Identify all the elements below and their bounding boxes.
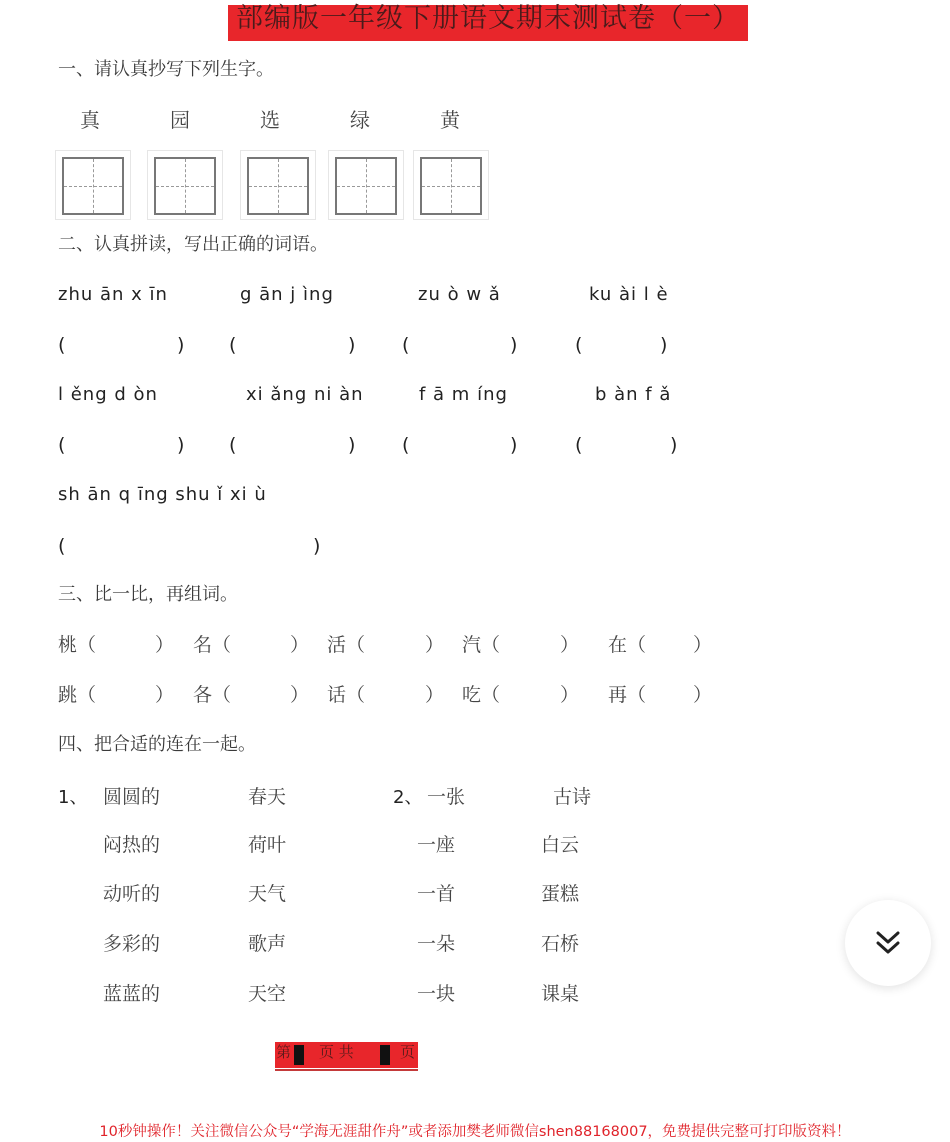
compare-close: ） [290, 684, 310, 706]
answer-paren-open: ( [402, 334, 410, 356]
match-left-item: 一张 [427, 786, 466, 808]
promo-banner: 10秒钟操作！关注微信公众号“学海无涯甜作舟”或者添加樊老师微信shen88168007，免费提供完整可打印版资料！ [99, 1124, 851, 1140]
answer-paren-close: ) [313, 535, 321, 557]
page-title: 部编版一年级下册语文期末测试卷（一） [236, 3, 740, 34]
answer-paren-open: ( [402, 434, 410, 456]
char-2: 园 [170, 108, 190, 132]
double-chevron-down-icon [873, 928, 903, 958]
compare-close: ） [290, 634, 310, 656]
answer-paren-open: ( [575, 334, 583, 356]
writing-grid[interactable] [420, 157, 482, 215]
section1-heading: 一、请认真抄写下列生字。 [58, 59, 274, 80]
match-left-item: 闷热的 [103, 834, 161, 856]
answer-paren-close: ) [510, 434, 518, 456]
section2-heading: 二、认真拼读，写出正确的词语。 [58, 234, 328, 255]
char-4: 绿 [350, 108, 370, 132]
match-left-item: 一块 [417, 983, 456, 1005]
pinyin: l ěng d òn [58, 384, 158, 405]
match-right-item: 古诗 [553, 786, 592, 808]
compare-close: ） [155, 684, 175, 706]
pinyin: ku ài l è [589, 284, 669, 305]
answer-paren-open: ( [229, 334, 237, 356]
compare-item: 在（ [608, 634, 647, 656]
pinyin: f ā m íng [419, 384, 508, 405]
match-left-item: 多彩的 [103, 933, 161, 955]
answer-paren-open: ( [229, 434, 237, 456]
compare-close: ） [560, 634, 580, 656]
match-right-item: 石桥 [541, 933, 580, 955]
compare-close: ） [155, 634, 175, 656]
match-left-item: 一朵 [417, 933, 456, 955]
answer-paren-open: ( [58, 334, 66, 356]
answer-paren-close: ) [348, 434, 356, 456]
match-right-item: 歌声 [248, 933, 287, 955]
match-left-item: 一座 [417, 834, 456, 856]
answer-paren-close: ) [177, 334, 185, 356]
answer-paren-close: ) [660, 334, 668, 356]
pinyin: g ān j ìng [240, 284, 334, 305]
page-label: 页 共 [319, 1043, 354, 1061]
section4-heading: 四、把合适的连在一起。 [58, 734, 256, 755]
match-left-item: 一首 [417, 883, 456, 905]
compare-item: 吃（ [462, 684, 501, 706]
compare-close: ） [693, 684, 713, 706]
pinyin: xi ǎng ni àn [246, 384, 364, 405]
match-right-item: 春天 [248, 786, 287, 808]
group-number: 1、 [58, 787, 88, 808]
answer-paren-close: ) [348, 334, 356, 356]
char-1: 真 [80, 108, 100, 132]
answer-paren-open: ( [58, 434, 66, 456]
match-right-item: 课桌 [541, 983, 580, 1005]
page-label: 页 [400, 1043, 416, 1061]
compare-item: 桃（ [58, 634, 97, 656]
match-right-item: 荷叶 [248, 834, 287, 856]
answer-paren-open: ( [58, 535, 66, 557]
match-left-item: 动听的 [103, 883, 161, 905]
match-left-item: 蓝蓝的 [103, 983, 161, 1005]
answer-paren-close: ) [510, 334, 518, 356]
pinyin: b àn f ǎ [595, 384, 672, 405]
pinyin: sh ān q īng shu ǐ xi ù [58, 484, 267, 505]
writing-grid[interactable] [247, 157, 309, 215]
compare-close: ） [560, 684, 580, 706]
page-label: 第 [276, 1043, 292, 1061]
compare-item: 话（ [327, 684, 366, 706]
compare-close: ） [425, 634, 445, 656]
group-number: 2、 [393, 787, 423, 808]
compare-close: ） [693, 634, 713, 656]
char-5: 黄 [440, 108, 460, 132]
match-right-item: 天空 [248, 983, 287, 1005]
writing-grid[interactable] [335, 157, 397, 215]
pinyin: zhu ān x īn [58, 284, 168, 305]
match-left-item: 圆圆的 [103, 786, 161, 808]
compare-item: 各（ [193, 684, 232, 706]
char-3: 选 [260, 108, 280, 132]
match-right-item: 白云 [541, 834, 580, 856]
answer-paren-close: ) [670, 434, 678, 456]
pinyin: zu ò w ǎ [418, 284, 501, 305]
page-number-redaction [380, 1045, 390, 1065]
compare-close: ） [425, 684, 445, 706]
compare-item: 活（ [327, 634, 366, 656]
section3-heading: 三、比一比，再组词。 [58, 584, 238, 605]
match-right-item: 天气 [248, 883, 287, 905]
expand-button[interactable] [845, 900, 931, 986]
compare-item: 跳（ [58, 684, 97, 706]
compare-item: 再（ [608, 684, 647, 706]
answer-paren-open: ( [575, 434, 583, 456]
page-number-underline [275, 1069, 418, 1071]
compare-item: 名（ [193, 634, 232, 656]
match-right-item: 蛋糕 [541, 883, 580, 905]
writing-grid[interactable] [154, 157, 216, 215]
compare-item: 汽（ [462, 634, 501, 656]
writing-grid[interactable] [62, 157, 124, 215]
answer-paren-close: ) [177, 434, 185, 456]
page-number-redaction [294, 1045, 304, 1065]
